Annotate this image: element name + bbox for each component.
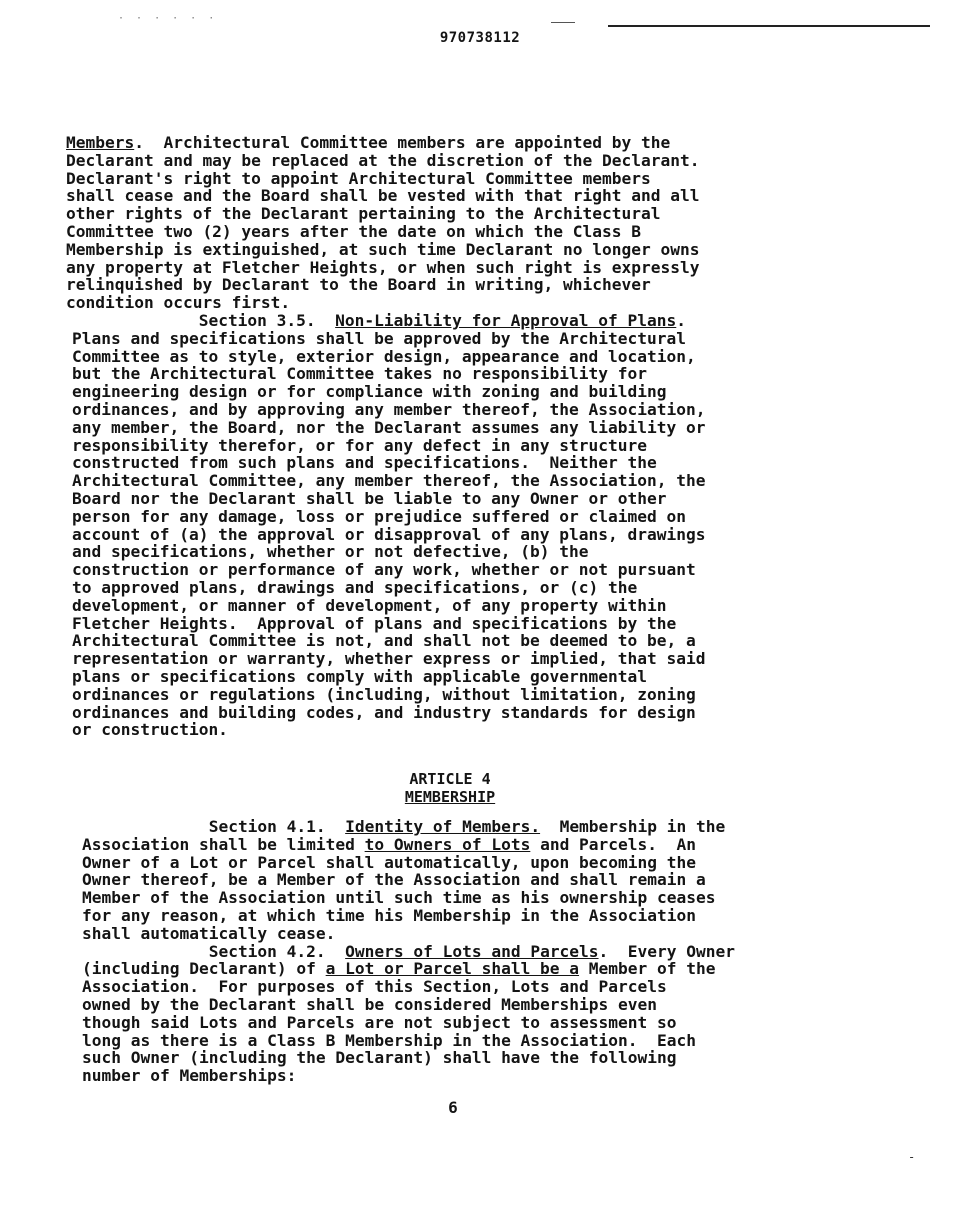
- line: and Parcels. An: [530, 834, 697, 854]
- line: development, or manner of development, of any property within: [72, 595, 667, 615]
- line: and specifications, whether or not defective, (b) the: [72, 542, 589, 562]
- line: responsibility therefor, or for any defect in any structure: [72, 435, 647, 455]
- line: representation or warranty, whether express or implied, that said: [72, 649, 706, 669]
- line: Association. For purposes of this Section, Lots and Parcels: [82, 977, 667, 997]
- underlined-phrase: to Owners of Lots: [364, 834, 531, 854]
- section-number: Section 4.1.: [208, 817, 326, 836]
- section-number: Section 4.2.: [208, 941, 326, 961]
- scan-speck-marks: · · · · · ·: [118, 13, 218, 24]
- underlined-phrase: a Lot or Parcel shall be a: [325, 959, 580, 979]
- line: plans or specifications comply with applicable governmental: [72, 666, 647, 686]
- line: for any reason, at which time his Membership in the Association: [82, 905, 696, 925]
- line: Membership is extinguished, at such time Declarant no longer owns: [66, 239, 700, 259]
- line: such Owner (including the Declarant) shall have the following: [82, 1048, 677, 1068]
- line: Member of the Association until such time as his ownership ceases: [82, 888, 716, 908]
- sections-4: [82, 818, 735, 1085]
- section-title: Non-Liability for Approval of Plans: [335, 311, 677, 330]
- header-dash: [551, 22, 575, 23]
- article-label: ARTICLE 4: [409, 770, 491, 788]
- line: Architectural Committee is not, and shall not be deemed to be, a: [72, 631, 696, 651]
- line: shall automatically cease.: [82, 923, 336, 943]
- line: Member of the: [579, 959, 716, 979]
- scan-mark: ‑: [908, 1150, 916, 1164]
- section-3-5: [72, 312, 705, 739]
- continued-paragraph: [66, 134, 699, 312]
- line: Committee as to style, exterior design, appearance and location,: [72, 346, 696, 366]
- line: person for any damage, loss or prejudice suffered or claimed on: [72, 506, 686, 526]
- line: relinquished by Declarant to the Board in writing, whichever: [66, 275, 651, 295]
- line: shall cease and the Board shall be vested with that right and all: [66, 186, 700, 206]
- line: Plans and specifications shall be approved by the Architectural: [72, 328, 686, 348]
- line: ordinances or regulations (including, without limitation, zoning: [72, 684, 696, 704]
- line: Fletcher Heights. Approval of plans and specifications by the: [72, 613, 677, 633]
- section-number: Section 3.5.: [198, 311, 316, 330]
- line: Owner thereof, be a Member of the Association and shall remain a: [82, 870, 706, 890]
- line: construction or performance of any work, whether or not pursuant: [72, 560, 696, 580]
- line: but the Architectural Committee takes no responsibility for: [72, 364, 647, 384]
- line: constructed from such plans and specifications. Neither the: [72, 453, 657, 473]
- line: owned by the Declarant shall be considered Memberships even: [82, 994, 657, 1014]
- line: . Every Owner: [598, 941, 735, 961]
- article-title: MEMBERSHIP: [404, 788, 496, 806]
- section-title: Owners of Lots and Parcels: [345, 941, 599, 961]
- line: Declarant's right to appoint Architectural Committee members: [66, 168, 651, 188]
- line: Declarant and may be replaced at the discretion of the Declarant.: [66, 150, 700, 170]
- line: any property at Fletcher Heights, or when such right is expressly: [66, 257, 700, 277]
- line: other rights of the Declarant pertaining to the Architectural: [66, 204, 661, 224]
- line: long as there is a Class B Membership in the Association. Each: [82, 1030, 696, 1050]
- line: any member, the Board, nor the Declarant assumes any liability or: [72, 417, 706, 437]
- document-number: 970738112: [439, 30, 521, 46]
- line: to approved plans, drawings and specifications, or (c) the: [72, 577, 638, 597]
- line: Association shall be limited: [82, 834, 365, 854]
- line: . Architectural Committee members are appointed by the: [134, 133, 671, 152]
- section-title-punct: .: [676, 311, 687, 330]
- line: ordinances and building codes, and industry standards for design: [72, 702, 696, 722]
- section-title: Identity of Members.: [345, 817, 541, 836]
- line: (including Declarant) of: [82, 959, 326, 979]
- line: though said Lots and Parcels are not subject to assessment so: [82, 1012, 677, 1032]
- line: account of (a) the approval or disapproval of any plans, drawings: [72, 524, 706, 544]
- line: ordinances, and by approving any member thereof, the Association,: [72, 399, 706, 419]
- line: engineering design or for compliance with zoning and building: [72, 382, 667, 402]
- members-heading: Members: [66, 133, 135, 152]
- line: Owner of a Lot or Parcel shall automatically, upon becoming the: [82, 852, 696, 872]
- page-number: 6: [448, 1098, 458, 1117]
- header-rule: [608, 25, 930, 27]
- line: Board nor the Declarant shall be liable to any Owner or other: [72, 488, 667, 508]
- line: Membership in the: [540, 817, 726, 836]
- line: number of Memberships:: [82, 1066, 297, 1086]
- line: condition occurs first.: [66, 293, 291, 313]
- line: or construction.: [72, 720, 228, 740]
- line: Architectural Committee, any member thereof, the Association, the: [72, 471, 706, 491]
- line: Committee two (2) years after the date on which the Class B: [66, 221, 641, 241]
